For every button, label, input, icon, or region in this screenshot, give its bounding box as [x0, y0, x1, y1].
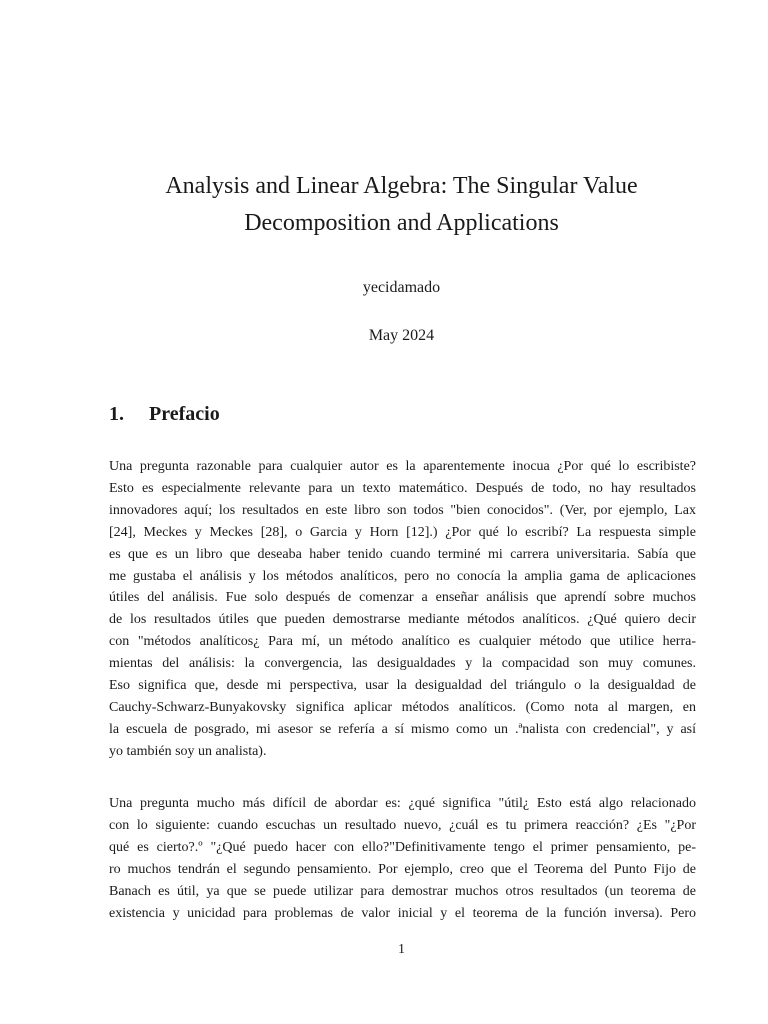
paragraph-1 [109, 456, 696, 763]
text-line: Banach es útil, ya que se puede utilizar para demostrar muchos otros resultados (un teorema de [109, 883, 696, 899]
document-title [100, 168, 703, 242]
text-line: innovadores aquí; los resultados en este libro son todos "bien conocidos". (Ver, por ejemplo, Lax [109, 502, 696, 518]
text-line: de los resultados útiles que pueden demostrarse mediante métodos analíticos. ¿Qué quiero decir [109, 612, 696, 628]
text-line: útiles del análisis. Fue solo después de comenzar a enseñar análisis que aprendí sobre muchos [109, 590, 696, 606]
text-line: Una pregunta razonable para cualquier autor es la aparentemente inocua ¿Por qué lo escribiste? [109, 459, 696, 474]
text-line: con lo siguiente: cuando escuchas un resultado nuevo, ¿cuál es tu primera reacción? ¿Es "¿Por [109, 817, 696, 833]
text-line: qué es cierto?.º "¿Qué puedo hacer con ello?"Definitivamente tengo el primer pensamiento, pe- [109, 839, 696, 855]
text-line: [24], Meckes y Meckes [28], o Garcia y Horn [12].) ¿Por qué lo escribí? La respuesta simple [109, 524, 696, 540]
text-line: Esto es especialmente relevante para un texto matemático. Después de todo, no hay resultados [109, 480, 696, 496]
text-line: Una pregunta mucho más difícil de abordar es: ¿qué significa "útil¿ Esto está algo relacionado [109, 796, 696, 811]
author-name: yecidamado [362, 279, 441, 296]
page-number: 1 [398, 942, 405, 957]
section-title: Prefacio [149, 403, 220, 425]
text-line: existencia y unicidad para problemas de valor inicial y el teorema de la función inversa). Pero [109, 905, 696, 921]
text-line: yo también soy un analista). [109, 743, 267, 759]
text-line: Cauchy-Schwarz-Bunyakovsky significa aplicar métodos analíticos. (Como nota al margen, en [109, 699, 696, 715]
title-line-1: Analysis and Linear Algebra: The Singular Value [165, 173, 638, 199]
text-line: me gustaba el análisis y los métodos analíticos, pero no conocía la amplia gama de aplicaciones [109, 568, 696, 584]
publication-date: May 2024 [368, 327, 435, 344]
section-number: 1. [109, 403, 124, 425]
section-heading [109, 401, 220, 427]
paragraph-2 [109, 793, 696, 924]
text-line: ro muchos tendrán el segundo pensamiento. Por ejemplo, creo que el Teorema del Punto Fijo de [109, 861, 696, 877]
title-line-2: Decomposition and Applications [244, 210, 559, 236]
text-line: con "métodos analíticos¿ Para mí, un método analítico es cualquier método que utilice herra- [109, 634, 696, 650]
text-line: la escuela de posgrado, mi asesor se refería a sí mismo como un .ªnalista con credencial", y así [109, 721, 696, 737]
text-line: mientas del análisis: la convergencia, las desigualdades y la compacidad son muy comunes. [109, 656, 696, 672]
text-line: Eso significa que, desde mi perspectiva, usar la desigualdad del triángulo o la desigualdad de [109, 678, 696, 694]
text-line: es que es un libro que deseaba haber tenido cuando terminé mi carrera universitaria. Sabía que [109, 546, 696, 562]
